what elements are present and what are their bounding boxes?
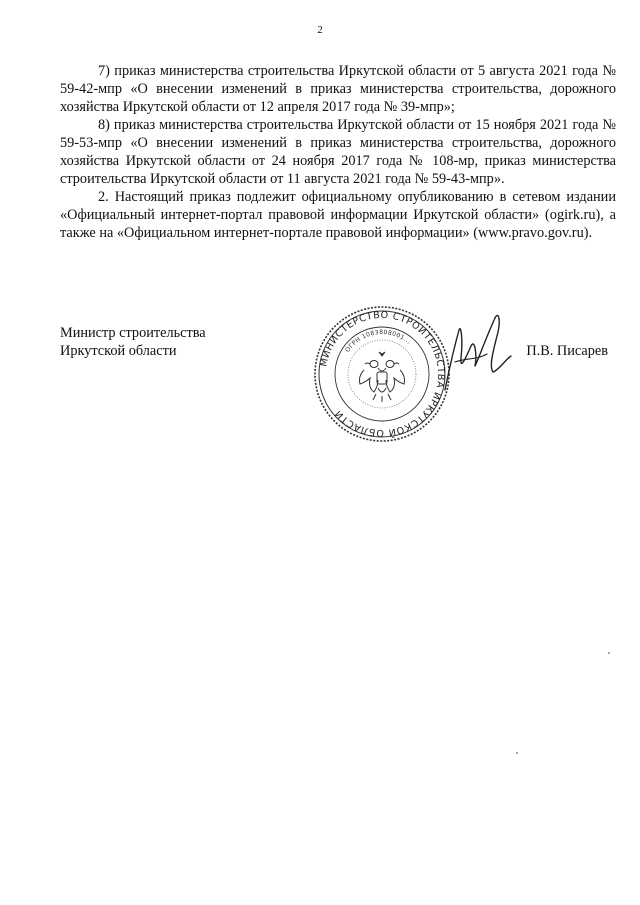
handwritten-signature xyxy=(415,300,525,410)
list-item-8: 8) приказ министерства строительства Иркутской области от 15 ноября 2021 года № 59-53-мпр «О внесении изменений в приказ министерства строительства, дорожного хозяйства Иркутской области от 24 ноября 2017 года № 108-мр, приказ министерства строительства Иркутской области от 11 августа 2021 года № 59-43-мпр». xyxy=(60,117,616,187)
document-body xyxy=(60,62,616,242)
stamp-outer-text: МИНИСТЕРСТВО СТРОИТЕЛЬСТВА ИРКУТСКОЙ ОБЛАСТИ xyxy=(318,309,447,439)
signer-name: П.В. Писарев xyxy=(526,343,608,359)
double-headed-eagle-emblem xyxy=(360,352,405,402)
signer-title-line-1: Министр строительства xyxy=(60,325,206,341)
svg-text:ОГРН 1083808001... xyxy=(344,329,412,354)
stamp-inner-text: ОГРН 1083808001... xyxy=(344,328,413,354)
scan-speck xyxy=(516,752,518,754)
list-item-7: 7) приказ министерства строительства Иркутской области от 5 августа 2021 года № 59-42-мпр «О внесении изменений в приказ министерства строительства, дорожного хозяйства Иркутской области от 12 апреля 2017 года № 39-мпр»; xyxy=(60,63,616,115)
page-number: 2 xyxy=(317,24,323,36)
clause-2: 2. Настоящий приказ подлежит официальному опубликованию в сетевом издании «Официальный интернет-портал правовой информации Иркутской области» (ogirk.ru), а также на «Официальном интернет-портале правовой информации» (www.pravo.gov.ru). xyxy=(60,189,616,241)
signer-title xyxy=(60,324,206,360)
signature-block xyxy=(60,309,616,454)
scan-speck xyxy=(608,652,610,654)
signer-title-line-2: Иркутской области xyxy=(60,343,177,359)
